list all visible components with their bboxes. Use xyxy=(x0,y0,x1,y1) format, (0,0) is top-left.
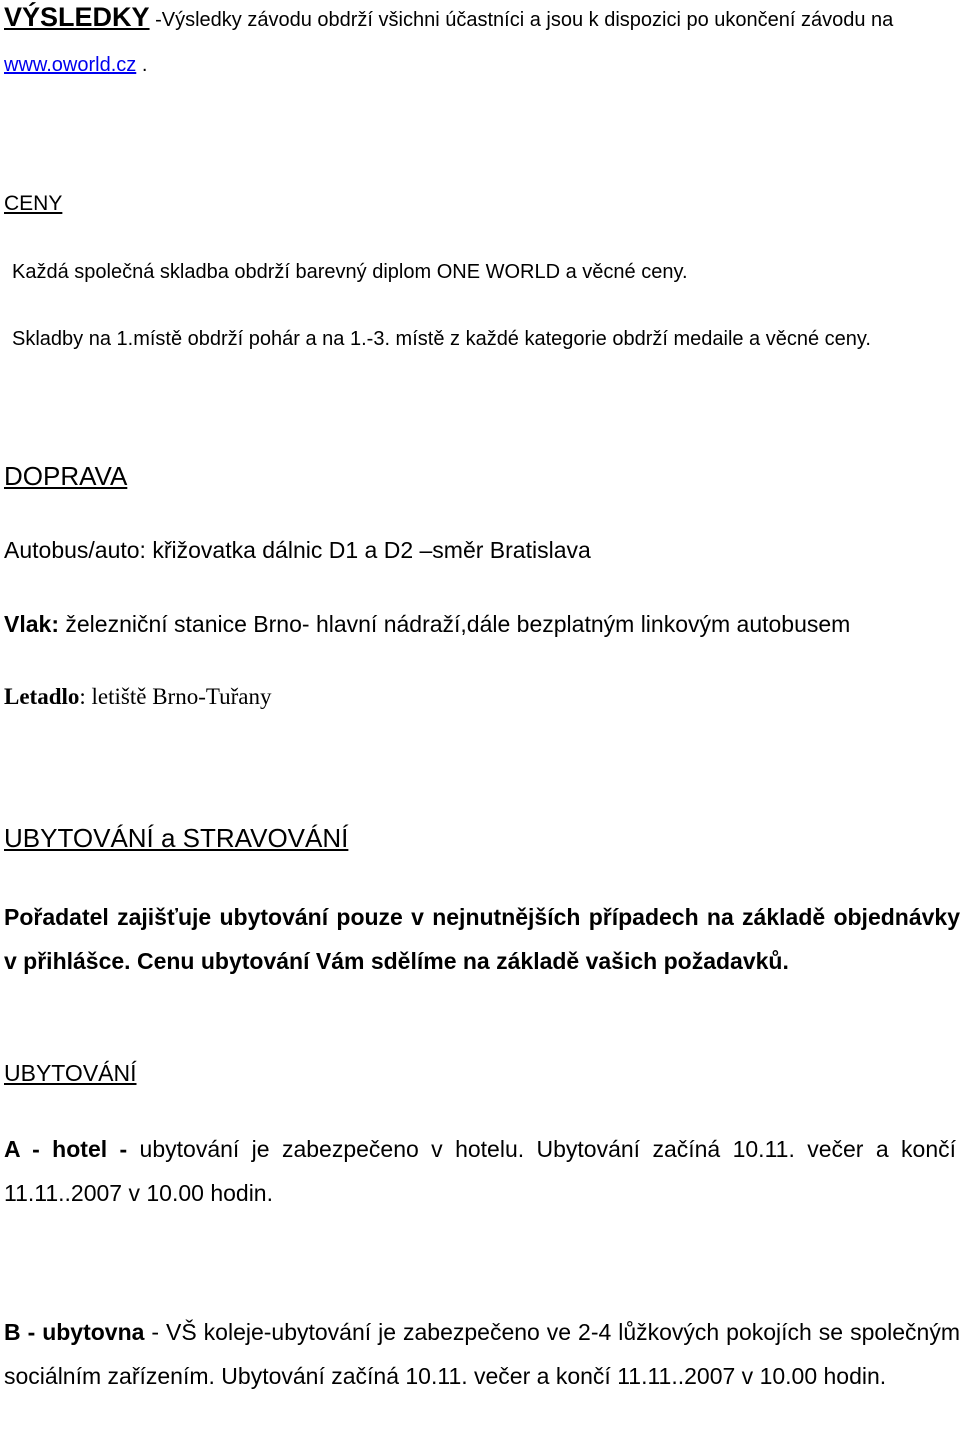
transport-plane-text: : letiště Brno-Tuřany xyxy=(79,684,272,709)
accommodation-option-a xyxy=(4,1127,956,1215)
results-heading: VÝSLEDKY xyxy=(4,2,150,32)
transport-train-text: železniční stanice Brno- hlavní nádraží,dále bezplatným linkovým autobusem xyxy=(58,611,851,637)
results-line xyxy=(4,2,893,33)
results-text: -Výsledky závodu obdrží všichni účastníci a jsou k dispozici po ukončení závodu na xyxy=(149,9,894,31)
prizes-paragraph-2: Skladby na 1.místě obdrží pohár a na 1.-3. místě z každé kategorie obdrží medaile a věcné ceny. xyxy=(12,328,871,350)
transport-heading: DOPRAVA xyxy=(4,461,128,491)
accommodation-catering-heading: UBYTOVÁNÍ a STRAVOVÁNÍ xyxy=(4,823,349,853)
transport-plane xyxy=(4,684,271,710)
accommodation-catering-paragraph: Pořadatel zajišťuje ubytování pouze v nejnutnějších případech na základě objednávky v přihlášce. Cenu ubytování Vám sdělíme na základě vašich požadavků. xyxy=(4,904,960,974)
results-link-suffix: . xyxy=(136,54,148,76)
accommodation-heading: UBYTOVÁNÍ xyxy=(4,1060,137,1086)
prizes-heading: CENY xyxy=(4,192,63,215)
oworld-link[interactable]: www.oworld.cz xyxy=(4,54,137,76)
accommodation-option-b-label: B - ubytovna xyxy=(4,1319,145,1345)
accommodation-option-a-label: A - hotel - xyxy=(4,1136,128,1162)
transport-plane-label: Letadlo xyxy=(4,684,80,709)
prizes-paragraph-1: Každá společná skladba obdrží barevný diplom ONE WORLD a věcné ceny. xyxy=(12,261,688,283)
accommodation-option-b-text: - VŠ koleje-ubytování je zabezpečeno ve 2-4 lůžkových pokojích se společným sociálním zařízením. Ubytování začíná 10.11. večer a končí 11.11..2007 v 10.00 hodin. xyxy=(4,1319,960,1389)
transport-train xyxy=(4,611,850,638)
transport-bus-label: Autobus/auto: xyxy=(4,537,146,563)
accommodation-option-b xyxy=(4,1310,960,1398)
transport-bus xyxy=(4,537,591,564)
accommodation-option-a-text: ubytování je zabezpečeno v hotelu. Ubytování začíná 10.11. večer a končí 11.11..2007 v 10.00 hodin. xyxy=(4,1136,956,1206)
results-link-line xyxy=(4,54,147,77)
transport-bus-text: křižovatka dálnic D1 a D2 –směr Bratislava xyxy=(145,537,591,563)
transport-train-label: Vlak: xyxy=(4,611,59,637)
